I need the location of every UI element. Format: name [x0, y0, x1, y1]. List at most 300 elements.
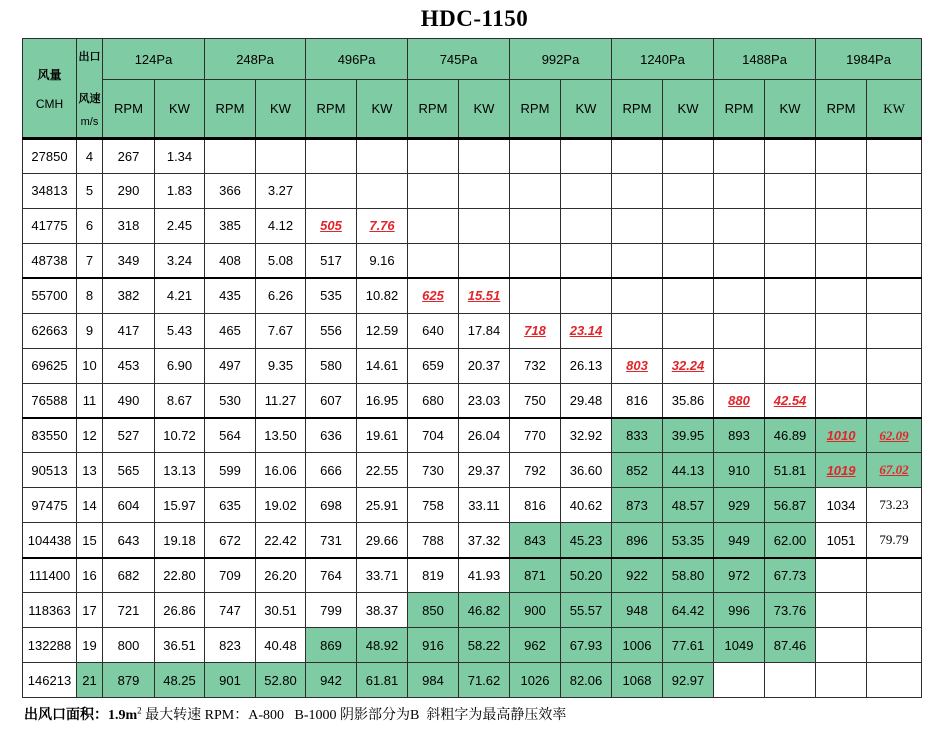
rpm-value: 893 — [728, 428, 750, 444]
flow-cell: 132288 — [23, 628, 77, 663]
kw-value: 22.42 — [264, 532, 297, 548]
kw-value: 62.09 — [879, 427, 909, 443]
rpm-value: 770 — [524, 428, 546, 444]
rpm-value: 788 — [422, 532, 444, 548]
kw-cell — [155, 663, 205, 698]
kw-value: 48.25 — [163, 672, 196, 688]
kw-cell — [663, 628, 714, 663]
kw-cell — [765, 628, 816, 663]
rpm-value: 758 — [422, 497, 444, 513]
rpm-cell — [306, 628, 357, 663]
rpm-cell — [816, 243, 867, 278]
kw-value: 10.72 — [163, 428, 196, 444]
table-row — [23, 488, 922, 523]
kw-value: 36.60 — [569, 462, 603, 478]
kw-cell — [765, 278, 816, 313]
rpm-value: 800 — [117, 637, 140, 653]
rpm-cell — [306, 173, 357, 208]
rpm-value: 490 — [117, 392, 140, 408]
speed-cell: 8 — [77, 278, 103, 313]
kw-cell — [561, 593, 612, 628]
rpm-value: 1068 — [622, 672, 652, 688]
kw-cell — [663, 278, 714, 313]
rpm-cell — [816, 453, 867, 488]
kw-cell — [256, 278, 306, 313]
flow-cell: 27850 — [23, 139, 77, 174]
kw-cell — [155, 593, 205, 628]
rpm-value: 565 — [117, 462, 140, 478]
kw-value: 30.51 — [264, 602, 297, 618]
rpm-cell — [103, 243, 155, 278]
rpm-cell — [612, 243, 663, 278]
rpm-cell — [306, 663, 357, 698]
rpm-cell — [408, 278, 459, 313]
rpm-cell — [306, 558, 357, 593]
rpm-value: 643 — [117, 532, 140, 548]
rpm-cell — [612, 348, 663, 383]
kw-cell — [155, 243, 205, 278]
kw-value: 6.90 — [166, 358, 193, 374]
rpm-header: RPM — [816, 80, 867, 139]
flow-cell: 55700 — [23, 278, 77, 313]
rpm-cell — [408, 139, 459, 174]
kw-value: 16.95 — [365, 392, 399, 408]
kw-value: 38.37 — [365, 602, 399, 618]
kw-value: 44.13 — [671, 462, 705, 478]
rpm-header: RPM — [306, 80, 357, 139]
rpm-value: 799 — [320, 602, 342, 618]
kw-cell — [256, 173, 306, 208]
kw-cell — [867, 243, 922, 278]
rpm-cell — [510, 593, 561, 628]
rpm-value: 349 — [117, 253, 140, 269]
flow-cell: 118363 — [23, 593, 77, 628]
kw-value: 67.73 — [773, 567, 807, 583]
speed-cell: 7 — [77, 243, 103, 278]
kw-cell — [867, 663, 922, 698]
rpm-value: 680 — [422, 392, 444, 408]
flow-cell: 90513 — [23, 453, 77, 488]
rpm-cell — [306, 523, 357, 558]
rpm-cell — [103, 558, 155, 593]
rpm-cell — [408, 628, 459, 663]
kw-cell — [155, 173, 205, 208]
kw-cell — [561, 348, 612, 383]
kw-cell — [357, 558, 408, 593]
kw-cell — [256, 558, 306, 593]
rpm-cell — [205, 628, 256, 663]
rpm-value: 747 — [219, 602, 241, 618]
rpm-value: 267 — [117, 148, 140, 164]
rpm-cell — [714, 383, 765, 418]
speed-cell: 9 — [77, 313, 103, 348]
rpm-value: 666 — [320, 462, 342, 478]
kw-cell — [561, 208, 612, 243]
rpm-value: 972 — [728, 567, 750, 583]
kw-cell — [357, 139, 408, 174]
kw-cell — [663, 593, 714, 628]
rpm-value: 949 — [728, 532, 750, 548]
kw-value: 50.20 — [569, 567, 603, 583]
kw-header: KW — [663, 80, 714, 139]
rpm-cell — [612, 558, 663, 593]
rpm-value: 843 — [524, 532, 546, 548]
flow-cell: 76588 — [23, 383, 77, 418]
rpm-cell — [306, 139, 357, 174]
rpm-cell — [103, 348, 155, 383]
flow-header: 风量 CMH — [23, 39, 77, 139]
rpm-cell — [714, 313, 765, 348]
table-row — [23, 278, 922, 313]
flow-cell: 48738 — [23, 243, 77, 278]
kw-header: KW — [357, 80, 408, 139]
rpm-value: 1026 — [520, 672, 550, 688]
rpm-cell — [714, 488, 765, 523]
kw-value: 26.04 — [467, 428, 501, 444]
kw-cell — [765, 523, 816, 558]
speed-cell: 11 — [77, 383, 103, 418]
kw-value: 36.51 — [163, 637, 196, 653]
rpm-cell — [408, 208, 459, 243]
rpm-value: 962 — [524, 637, 546, 653]
rpm-cell — [714, 173, 765, 208]
kw-value: 23.14 — [569, 323, 603, 339]
kw-cell — [357, 243, 408, 278]
kw-value: 64.42 — [671, 602, 705, 618]
kw-cell — [765, 139, 816, 174]
kw-value: 3.24 — [166, 253, 193, 269]
rpm-cell — [205, 278, 256, 313]
rpm-value: 635 — [219, 497, 241, 513]
rpm-value: 871 — [524, 567, 546, 583]
table-row — [23, 418, 922, 453]
rpm-cell — [205, 173, 256, 208]
rpm-value: 564 — [219, 428, 241, 444]
rpm-cell — [306, 243, 357, 278]
rpm-cell — [205, 313, 256, 348]
kw-value: 73.76 — [773, 602, 807, 618]
rpm-cell — [306, 488, 357, 523]
kw-cell — [459, 558, 510, 593]
rpm-value: 929 — [728, 497, 750, 513]
rpm-cell — [714, 243, 765, 278]
kw-value: 67.02 — [879, 462, 909, 478]
kw-value: 19.61 — [365, 428, 399, 444]
kw-cell — [765, 593, 816, 628]
rpm-value: 599 — [219, 462, 241, 478]
rpm-cell — [510, 453, 561, 488]
kw-value: 42.54 — [773, 392, 807, 408]
rpm-value: 922 — [626, 567, 648, 583]
performance-table — [22, 38, 922, 698]
rpm-cell — [612, 488, 663, 523]
rpm-cell — [205, 139, 256, 174]
rpm-cell — [816, 523, 867, 558]
kw-value: 45.23 — [569, 532, 603, 548]
rpm-cell — [408, 243, 459, 278]
kw-cell — [867, 628, 922, 663]
kw-value: 61.81 — [365, 672, 399, 688]
rpm-cell — [816, 593, 867, 628]
kw-value: 51.81 — [773, 462, 807, 478]
table-row — [23, 208, 922, 243]
rpm-value: 604 — [117, 497, 140, 513]
kw-header: KW — [155, 80, 205, 139]
kw-value: 53.35 — [671, 532, 705, 548]
kw-cell — [256, 663, 306, 698]
rpm-value: 996 — [728, 602, 750, 618]
rpm-value: 896 — [626, 532, 648, 548]
kw-cell — [256, 348, 306, 383]
rpm-cell — [612, 418, 663, 453]
kw-cell — [765, 348, 816, 383]
kw-cell — [867, 208, 922, 243]
rpm-value: 764 — [320, 567, 342, 583]
rpm-cell — [510, 418, 561, 453]
rpm-value: 873 — [626, 497, 648, 513]
kw-cell — [663, 243, 714, 278]
kw-cell — [561, 313, 612, 348]
kw-value: 48.92 — [365, 637, 399, 653]
kw-value: 52.80 — [264, 672, 297, 688]
rpm-value: 435 — [219, 288, 241, 304]
rpm-value: 869 — [320, 637, 342, 653]
kw-cell — [357, 348, 408, 383]
rpm-cell — [714, 418, 765, 453]
kw-value: 55.57 — [569, 602, 603, 618]
rpm-cell — [714, 278, 765, 313]
rpm-cell — [205, 208, 256, 243]
rpm-cell — [306, 593, 357, 628]
rpm-cell — [510, 243, 561, 278]
kw-value: 9.16 — [369, 253, 395, 269]
kw-cell — [867, 139, 922, 174]
rpm-cell — [103, 488, 155, 523]
rpm-value: 792 — [524, 462, 546, 478]
rpm-value: 505 — [320, 218, 342, 234]
kw-cell — [561, 139, 612, 174]
kw-cell — [459, 278, 510, 313]
rpm-value: 730 — [422, 462, 444, 478]
kw-cell — [663, 523, 714, 558]
kw-cell — [459, 663, 510, 698]
rpm-cell — [510, 663, 561, 698]
rpm-cell — [205, 488, 256, 523]
rpm-value: 880 — [728, 392, 750, 408]
kw-cell — [663, 208, 714, 243]
kw-value: 46.89 — [773, 428, 807, 444]
kw-value: 14.61 — [365, 358, 399, 374]
pressure-header: 496Pa — [306, 39, 408, 80]
kw-value: 41.93 — [467, 567, 501, 583]
kw-value: 40.48 — [264, 637, 297, 653]
kw-cell — [357, 453, 408, 488]
rpm-cell — [103, 523, 155, 558]
rpm-cell — [408, 313, 459, 348]
rpm-cell — [103, 383, 155, 418]
kw-cell — [459, 208, 510, 243]
kw-cell — [459, 418, 510, 453]
kw-cell — [663, 313, 714, 348]
rpm-cell — [306, 278, 357, 313]
rpm-value: 580 — [320, 358, 342, 374]
rpm-header: RPM — [205, 80, 256, 139]
speed-cell: 13 — [77, 453, 103, 488]
kw-value: 13.13 — [163, 462, 196, 478]
rpm-cell — [612, 593, 663, 628]
speed-header: 出口 风速 m/s — [77, 39, 103, 139]
rpm-cell — [612, 208, 663, 243]
kw-cell — [561, 243, 612, 278]
rpm-value: 659 — [422, 358, 444, 374]
rpm-value: 625 — [422, 288, 444, 304]
kw-value: 22.55 — [365, 462, 399, 478]
kw-header: KW — [459, 80, 510, 139]
kw-cell — [256, 243, 306, 278]
flow-cell: 41775 — [23, 208, 77, 243]
kw-cell — [663, 453, 714, 488]
rpm-header: RPM — [510, 80, 561, 139]
rpm-cell — [612, 173, 663, 208]
kw-value: 15.51 — [467, 288, 501, 304]
rpm-cell — [816, 208, 867, 243]
kw-cell — [561, 558, 612, 593]
rpm-value: 984 — [422, 672, 444, 688]
kw-value: 79.79 — [879, 532, 909, 548]
kw-value: 35.86 — [671, 392, 705, 408]
rpm-value: 948 — [626, 602, 648, 618]
kw-cell — [867, 453, 922, 488]
kw-cell — [357, 208, 408, 243]
kw-cell — [256, 453, 306, 488]
rpm-value: 530 — [219, 392, 241, 408]
kw-cell — [155, 558, 205, 593]
rpm-cell — [103, 418, 155, 453]
rpm-value: 823 — [219, 637, 241, 653]
rpm-value: 698 — [320, 497, 342, 513]
kw-cell — [357, 418, 408, 453]
rpm-cell — [816, 348, 867, 383]
kw-cell — [663, 488, 714, 523]
rpm-value: 1051 — [826, 532, 856, 548]
rpm-value: 318 — [117, 218, 140, 234]
rpm-cell — [205, 663, 256, 698]
kw-value: 26.20 — [264, 567, 297, 583]
kw-value: 5.43 — [166, 323, 193, 339]
rpm-cell — [408, 558, 459, 593]
flow-cell: 83550 — [23, 418, 77, 453]
rpm-cell — [205, 453, 256, 488]
rpm-header: RPM — [714, 80, 765, 139]
kw-cell — [765, 488, 816, 523]
rpm-cell — [103, 139, 155, 174]
speed-cell: 4 — [77, 139, 103, 174]
kw-cell — [256, 139, 306, 174]
kw-cell — [357, 523, 408, 558]
kw-cell — [561, 173, 612, 208]
rpm-value: 852 — [626, 462, 648, 478]
kw-cell — [155, 418, 205, 453]
kw-value: 4.21 — [166, 288, 193, 304]
kw-header: KW — [561, 80, 612, 139]
rpm-cell — [103, 628, 155, 663]
rpm-value: 535 — [320, 288, 342, 304]
rpm-cell — [205, 383, 256, 418]
rpm-cell — [103, 453, 155, 488]
kw-cell — [459, 453, 510, 488]
rpm-value: 916 — [422, 637, 444, 653]
kw-cell — [765, 453, 816, 488]
kw-cell — [256, 383, 306, 418]
kw-value: 16.06 — [264, 462, 297, 478]
kw-cell — [561, 663, 612, 698]
table-body — [23, 139, 922, 698]
kw-cell — [663, 418, 714, 453]
rpm-cell — [714, 139, 765, 174]
kw-value: 32.92 — [569, 428, 603, 444]
kw-cell — [155, 523, 205, 558]
rpm-value: 497 — [219, 358, 241, 374]
rpm-cell — [714, 663, 765, 698]
kw-value: 19.18 — [163, 532, 196, 548]
rpm-cell — [816, 278, 867, 313]
rpm-cell — [510, 488, 561, 523]
rpm-cell — [816, 313, 867, 348]
kw-cell — [561, 383, 612, 418]
rpm-value: 640 — [422, 323, 444, 339]
rpm-value: 636 — [320, 428, 342, 444]
kw-value: 71.62 — [467, 672, 501, 688]
rpm-header: RPM — [103, 80, 155, 139]
kw-value: 62.00 — [773, 532, 807, 548]
kw-value: 29.66 — [365, 532, 399, 548]
kw-cell — [663, 348, 714, 383]
kw-cell — [459, 628, 510, 663]
kw-cell — [561, 453, 612, 488]
kw-cell — [561, 278, 612, 313]
rpm-value: 517 — [320, 253, 342, 269]
rpm-value: 704 — [422, 428, 444, 444]
rpm-cell — [103, 313, 155, 348]
kw-value: 7.67 — [267, 323, 294, 339]
rpm-cell — [408, 593, 459, 628]
rpm-cell — [205, 523, 256, 558]
kw-cell — [663, 663, 714, 698]
rpm-cell — [510, 139, 561, 174]
rpm-value: 816 — [524, 497, 546, 513]
table-row — [23, 348, 922, 383]
kw-cell — [357, 663, 408, 698]
rpm-cell — [510, 208, 561, 243]
kw-cell — [867, 593, 922, 628]
rpm-value: 672 — [219, 532, 241, 548]
speed-cell: 21 — [77, 663, 103, 698]
kw-value: 2.45 — [166, 218, 193, 234]
kw-cell — [155, 488, 205, 523]
kw-value: 33.11 — [468, 497, 500, 513]
kw-value: 6.26 — [267, 288, 294, 304]
kw-cell — [663, 173, 714, 208]
kw-cell — [155, 313, 205, 348]
rpm-cell — [408, 663, 459, 698]
kw-value: 1.83 — [166, 183, 193, 199]
speed-cell: 12 — [77, 418, 103, 453]
kw-cell — [459, 313, 510, 348]
speed-cell: 10 — [77, 348, 103, 383]
rpm-cell — [408, 418, 459, 453]
rpm-cell — [612, 628, 663, 663]
rpm-value: 833 — [626, 428, 648, 444]
